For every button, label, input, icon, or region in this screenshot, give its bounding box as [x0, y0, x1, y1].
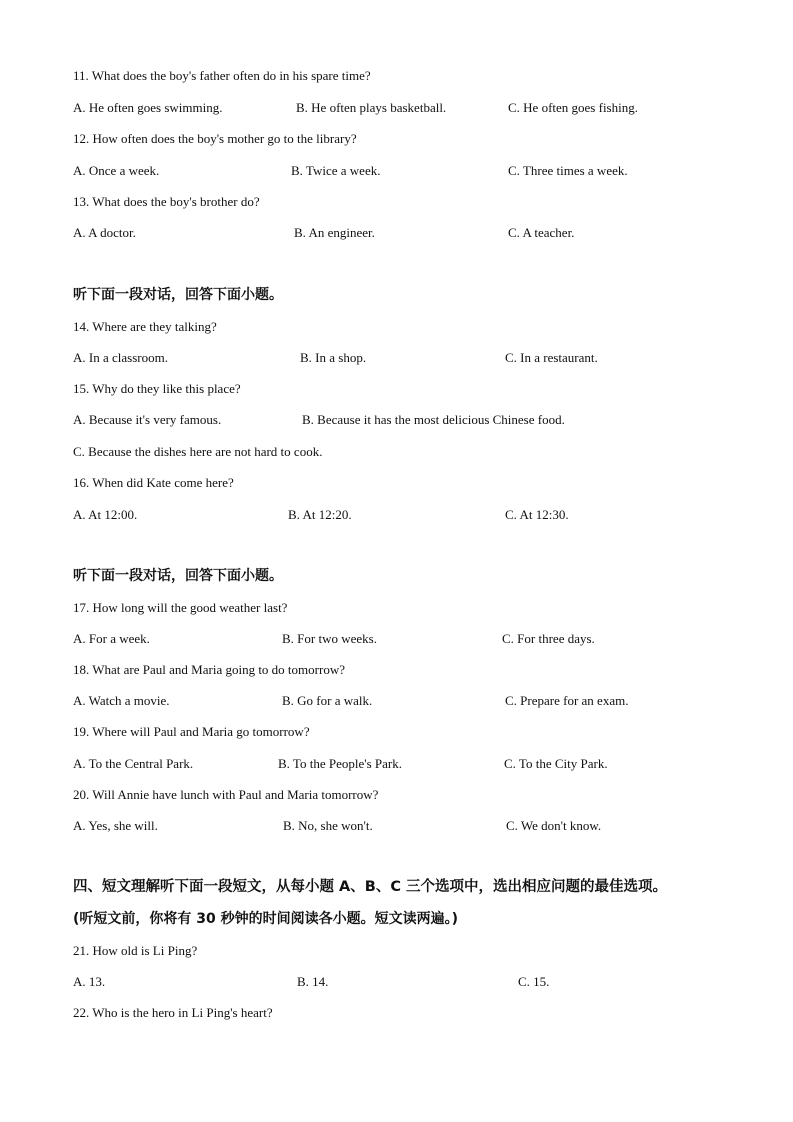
q20-option-a: A. Yes, she will.: [73, 818, 158, 833]
q11-option-b: B. He often plays basketball.: [296, 100, 447, 115]
section-heading-dialogue-2: 听下面一段对话，回答下面小题。: [73, 568, 283, 584]
question-14: 14. Where are they talking?: [73, 319, 217, 334]
q16-option-b: B. At 12:20.: [288, 507, 352, 522]
q12-option-a: A. Once a week.: [73, 163, 160, 178]
question-18: 18. What are Paul and Maria going to do tomorrow?: [73, 662, 345, 677]
q19-option-a: A. To the Central Park.: [73, 756, 194, 771]
q11-option-a: A. He often goes swimming.: [73, 100, 223, 115]
section-note-passage: (听短文前，你将有 30 秒钟的时间阅读各小题。短文读两遍。): [73, 911, 459, 927]
q17-option-a: A. For a week.: [73, 631, 150, 646]
section-heading-dialogue-1: 听下面一段对话，回答下面小题。: [73, 287, 283, 303]
q13-option-b: B. An engineer.: [294, 225, 375, 240]
question-21: 21. How old is Li Ping?: [73, 943, 198, 958]
question-13: 13. What does the boy's brother do?: [73, 194, 260, 209]
q18-option-b: B. Go for a walk.: [282, 693, 373, 708]
q17-option-c: C. For three days.: [502, 631, 595, 646]
question-22: 22. Who is the hero in Li Ping's heart?: [73, 1005, 273, 1020]
q21-option-c: C. 15.: [518, 974, 550, 989]
q21-option-a: A. 13.: [73, 974, 106, 989]
question-12: 12. How often does the boy's mother go to the library?: [73, 131, 357, 146]
q15-option-a: A. Because it's very famous.: [73, 412, 222, 427]
question-17: 17. How long will the good weather last?: [73, 600, 288, 615]
q21-option-b: B. 14.: [297, 974, 329, 989]
q17-option-b: B. For two weeks.: [282, 631, 377, 646]
q16-option-a: A. At 12:00.: [73, 507, 138, 522]
q18-option-c: C. Prepare for an exam.: [505, 693, 629, 708]
question-19: 19. Where will Paul and Maria go tomorrow?: [73, 724, 310, 739]
question-16: 16. When did Kate come here?: [73, 475, 234, 490]
section-heading-passage: 四、短文理解听下面一段短文，从每小题 A、B、C 三个选项中，选出相应问题的最佳选项。: [73, 879, 668, 895]
question-20: 20. Will Annie have lunch with Paul and Maria tomorrow?: [73, 787, 379, 802]
q14-option-b: B. In a shop.: [300, 350, 367, 365]
q11-option-c: C. He often goes fishing.: [508, 100, 638, 115]
q12-option-c: C. Three times a week.: [508, 163, 628, 178]
q13-option-c: C. A teacher.: [508, 225, 575, 240]
q16-option-c: C. At 12:30.: [505, 507, 569, 522]
q14-option-c: C. In a restaurant.: [505, 350, 598, 365]
q12-option-b: B. Twice a week.: [291, 163, 381, 178]
q14-option-a: A. In a classroom.: [73, 350, 168, 365]
q13-option-a: A. A doctor.: [73, 225, 136, 240]
q20-option-c: C. We don't know.: [506, 818, 602, 833]
q15-option-b: B. Because it has the most delicious Chinese food.: [302, 412, 565, 427]
q20-option-b: B. No, she won't.: [283, 818, 373, 833]
q15-option-c: C. Because the dishes here are not hard to cook.: [73, 444, 323, 459]
q19-option-b: B. To the People's Park.: [278, 756, 402, 771]
q18-option-a: A. Watch a movie.: [73, 693, 170, 708]
question-11: 11. What does the boy's father often do in his spare time?: [73, 68, 371, 83]
question-15: 15. Why do they like this place?: [73, 381, 241, 396]
q19-option-c: C. To the City Park.: [504, 756, 608, 771]
